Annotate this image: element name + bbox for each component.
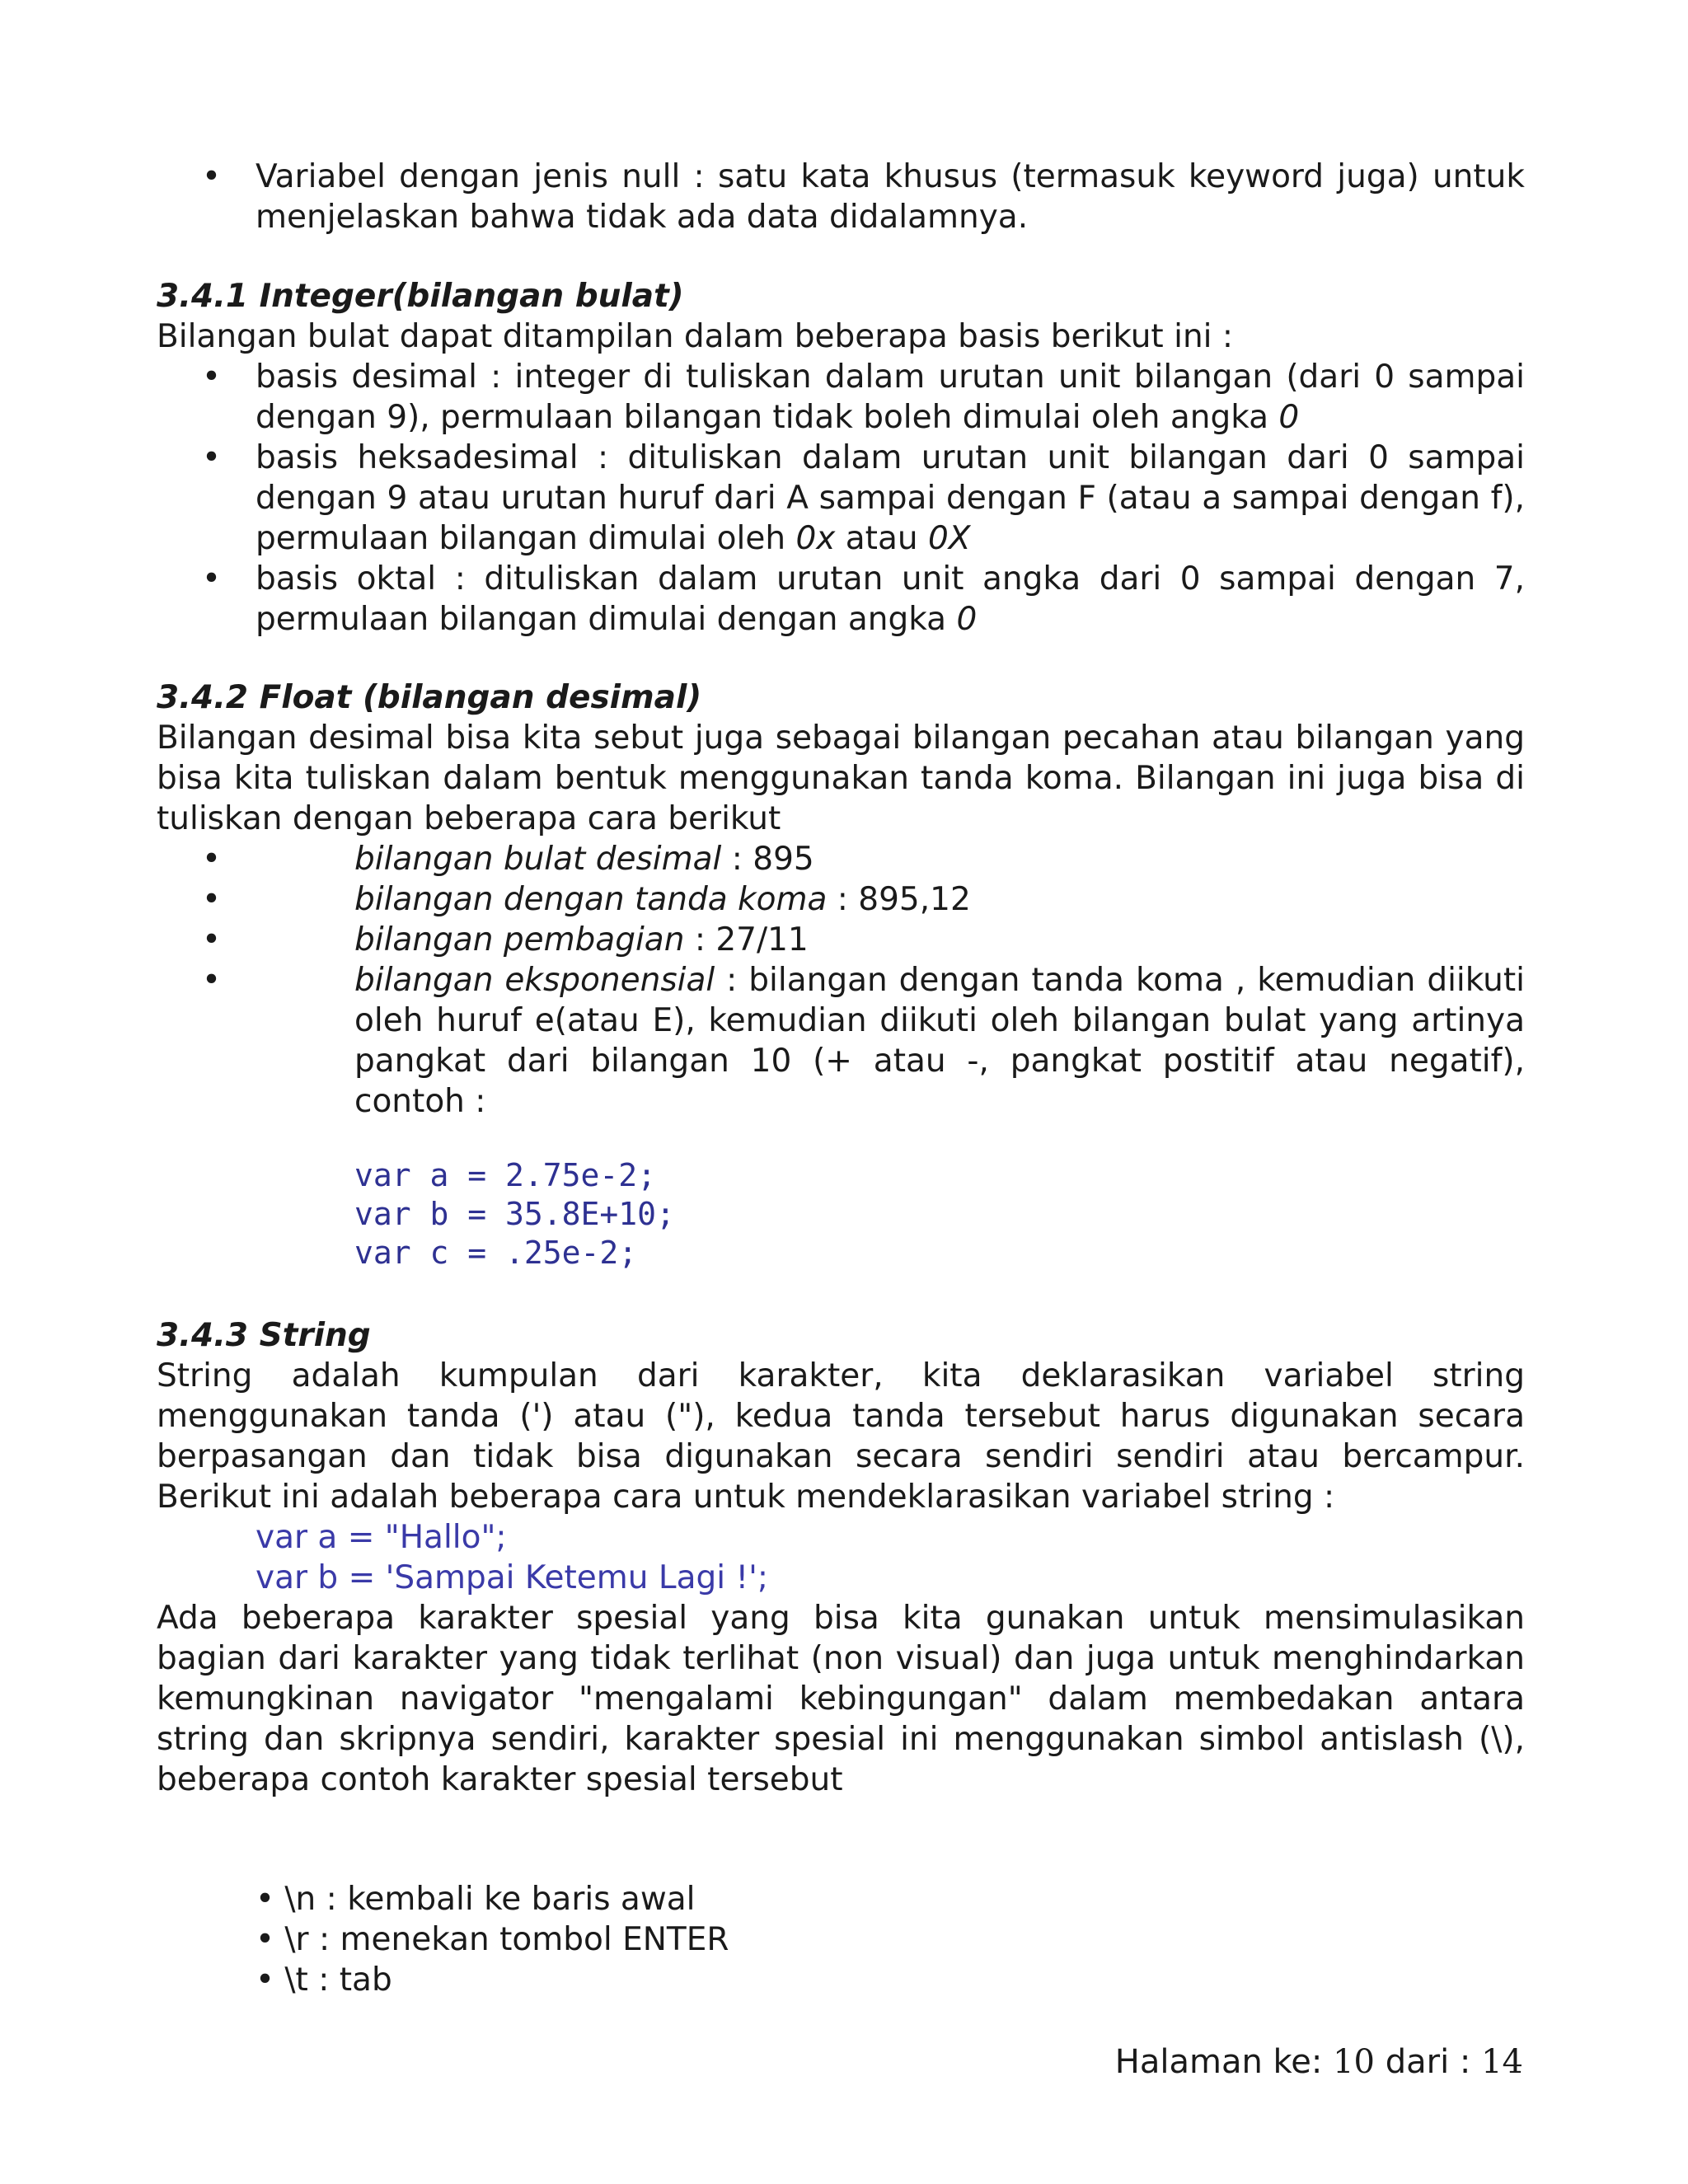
list-item: • bilangan bulat desimal : 895 [202,841,814,878]
list-item: • basis oktal : dituliskan dalam urutan unit angka dari 0 sampai dengan 7, permulaan bilangan dimulai dengan angka 0 [202,560,1525,638]
section-intro: Bilangan desimal bisa kita sebut juga sebagai bilangan pecahan atau bilangan yang bisa kita tuliskan dalam bentuk menggunakan tanda koma. Bilangan ini juga bisa di tuliskan dengan beberapa cara berikut [157,719,1525,837]
section-heading: 3.4.2 Float (bilangan desimal) [157,679,702,716]
list-item: • basis desimal : integer di tuliskan dalam urutan unit bilangan (dari 0 sampai dengan 9), permulaan bilangan tidak boleh dimulai oleh angka 0 [202,359,1525,436]
section-heading: 3.4.3 String [157,1317,371,1354]
section-paragraph: Ada beberapa karakter spesial yang bisa kita gunakan untuk mensimulasikan bagian dari karakter yang tidak terlihat (non visual) dan juga untuk menghindarkan kemungkinan navigator "mengalami kebingungan" dalam membedakan antara string dan skripnya sendiri, karakter spesial ini menggunakan simbol antislash (\), beberapa contoh karakter spesial tersebut [157,1600,1525,1798]
list-item: • Variabel dengan jenis null : satu kata khusus (termasuk keyword juga) untuk menjelaskan bahwa tidak ada data didalamnya. [202,158,1525,236]
list-item: • bilangan eksponensial : bilangan dengan tanda koma , kemudian diikuti oleh huruf e(atau E), kemudian diikuti oleh bilangan bulat yang artinya pangkat dari bilangan 10 (+ atau -, pangkat postitif atau negatif), contoh : [202,962,1525,1120]
list-item: • bilangan pembagian : 27/11 [202,921,809,958]
section-heading: 3.4.1 Integer(bilangan bulat) [157,278,684,315]
list-item: • basis heksadesimal : dituliskan dalam urutan unit bilangan dari 0 sampai dengan 9 atau urutan huruf dari A sampai dengan F (atau a sampai dengan f), permulaan bilangan dimulai oleh 0x atau 0X [202,439,1525,557]
list-item: • \n : kembali ke baris awal [256,1881,696,1918]
page-of-label: dari : [1385,2043,1471,2081]
code-line: var a = 2.75e-2; [354,1157,657,1193]
code-line: var b = 35.8E+10; [354,1196,675,1232]
intro-section [157,157,1525,237]
code-line: var b = 'Sampai Ketemu Lagi !'; [256,1559,769,1596]
page-label: Halaman ke: [1114,2043,1323,2081]
page-number: 10 [1333,2043,1375,2081]
section-string [157,1315,1525,2000]
code-line: var a = "Hallo"; [256,1519,507,1556]
section-intro: String adalah kumpulan dari karakter, kita deklarasikan variabel string menggunakan tanda (') atau ("), kedua tanda tersebut harus digunakan secara berpasangan dan tidak bisa digunakan secara sendiri sendiri atau bercampur. Berikut ini adalah beberapa cara untuk mendeklarasikan variabel string : [157,1357,1525,1516]
code-line: var c = .25e-2; [354,1235,638,1271]
section-float [157,677,1525,1272]
page-footer [1115,2042,1523,2083]
section-integer [157,276,1525,640]
section-intro: Bilangan bulat dapat ditampilan dalam beberapa basis berikut ini : [157,318,1234,355]
list-item: • \t : tab [256,1961,392,1999]
list-item: • \r : menekan tombol ENTER [256,1921,729,1958]
list-item: • bilangan dengan tanda koma : 895,12 [202,881,971,918]
page-total: 14 [1481,2043,1523,2081]
